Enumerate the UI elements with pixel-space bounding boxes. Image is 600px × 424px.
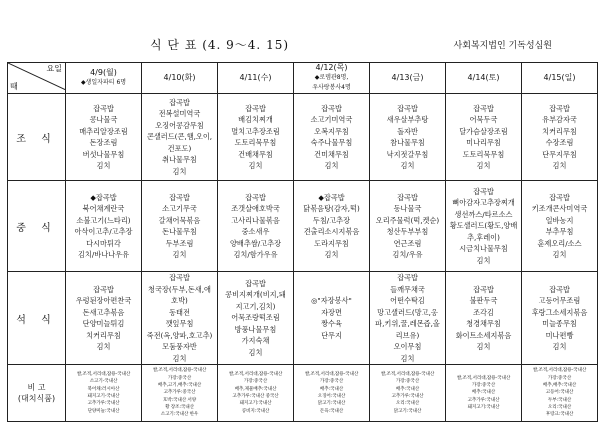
- origin-note: 가장:중국산: [319, 379, 344, 385]
- menu-item: 김치: [476, 161, 491, 170]
- day-event: 우사랑봉사4명: [312, 84, 351, 91]
- menu-item: 김치: [248, 347, 263, 357]
- origin-note: 배추,배추:국내산: [542, 382, 577, 388]
- day-label: 요일: [46, 64, 62, 73]
- menu-item: 오이무침: [393, 342, 422, 351]
- menu-item: 잡곡밥: [169, 192, 190, 202]
- menu-cell: [218, 272, 294, 365]
- notes-row: [8, 365, 598, 422]
- menu-item: 깻잎무침: [165, 319, 194, 328]
- menu-item: 참나물무침: [390, 138, 425, 147]
- menu-item: 청산두부부침: [386, 227, 429, 236]
- menu-item: 도라지무침: [314, 238, 349, 248]
- menu-item: 리브유): [395, 330, 420, 340]
- menu-item: 소고기미역국: [310, 115, 353, 124]
- day-date: 4/9(월): [90, 68, 117, 77]
- origin-note: 고등어:국내산: [545, 390, 574, 396]
- menu-item: 황도샐러드(황도,양배: [449, 221, 518, 231]
- menu-item: 시금치나물무침: [459, 244, 508, 254]
- menu-item: 두부조림: [165, 238, 194, 248]
- menu-item: 화이트소세지볶음: [455, 330, 512, 340]
- menu-item: ◎"자장봉사": [311, 296, 352, 305]
- menu-cell: [446, 94, 522, 181]
- organization-name: 사회복지법인 기독성심원: [453, 41, 552, 51]
- origin-note: 돼지고기-국내산: [87, 394, 120, 399]
- origin-note: 오리:국내산: [395, 401, 420, 407]
- menu-item: 아삭이고추/고추장: [74, 227, 133, 236]
- day-header: [66, 63, 142, 94]
- menu-item: 유부감자국: [542, 115, 577, 124]
- origin-note: 쌀,조적,서리대,잡용-국내산: [532, 368, 587, 374]
- meal-label: 중 식: [8, 181, 66, 272]
- menu-item: 어묵두국: [469, 115, 498, 124]
- menu-item: 배김치찌개: [238, 115, 273, 124]
- origin-note: 쌀,조적,서리대,잡용-국내산: [76, 371, 131, 377]
- menu-item: 돈장조림: [89, 138, 118, 147]
- menu-item: 호박): [171, 296, 188, 305]
- menu-item: 잡곡밥: [397, 192, 418, 202]
- origin-note: 고추가루:국내산: [87, 401, 120, 407]
- menu-item: 김치: [400, 161, 415, 170]
- menu-cell: [522, 181, 598, 272]
- menu-item: 동나물국: [393, 204, 422, 213]
- menu-cell: [370, 181, 446, 272]
- day-header: [294, 63, 370, 94]
- menu-item: 콩비지찌개(비지,돼: [225, 290, 286, 300]
- menu-item: 도토리묵무침: [462, 149, 505, 159]
- origin-note: 배추:국내산: [395, 386, 420, 392]
- origin-note: 오징어:국내산: [317, 394, 346, 399]
- menu-item: 달가슴살장조림: [459, 126, 508, 136]
- day-date: 4/15(일): [543, 73, 576, 82]
- menu-cell: [142, 94, 218, 181]
- menu-item: 잡곡밥: [321, 103, 342, 113]
- origin-note: 고추가루:국내산: [467, 397, 500, 403]
- menu-item: 콘샐러드(콘,햄,오이,: [146, 132, 213, 142]
- menu-item: 잡곡밥: [245, 103, 266, 113]
- menu-item: 미나편빵: [545, 330, 574, 340]
- menu-item: 죽전(옥,양파,호고추): [146, 330, 213, 340]
- origin-note: 후랑크:국내산: [545, 412, 574, 418]
- menu-item: 매추리알장조림: [79, 126, 128, 136]
- menu-item: 오징어콩감무침: [155, 120, 204, 130]
- menu-item: 잡곡밥: [397, 273, 418, 282]
- menu-item: 잡곡밥: [93, 284, 114, 294]
- menu-cell: [218, 181, 294, 272]
- menu-item: 부추무침: [545, 227, 574, 236]
- menu-item: 고등어무조림: [538, 296, 581, 305]
- origin-note: 배추,고기,배추:국내산: [157, 382, 202, 388]
- menu-item: 김치: [324, 161, 339, 170]
- menu-cell: [446, 272, 522, 365]
- menu-item: 건배채무침: [238, 149, 273, 159]
- origin-note: 닭고기:국내산: [393, 408, 422, 414]
- menu-cell: [522, 272, 598, 365]
- origin-note: 가장:중국산: [471, 382, 496, 388]
- meal-label: 석 식: [8, 272, 66, 365]
- menu-item: 키조개콘사미역국: [531, 204, 588, 213]
- origin-note-cell: [218, 365, 294, 422]
- meal-label: 때: [10, 82, 18, 91]
- menu-cell: [142, 181, 218, 272]
- menu-cell: [294, 181, 370, 272]
- menu-item: 청경채무침: [466, 319, 501, 328]
- origin-note: 배추,제물배추:국내산: [234, 386, 277, 392]
- menu-item: 불판두국: [469, 296, 498, 305]
- menu-cell: [294, 94, 370, 181]
- origin-note: 가장:중국산: [547, 375, 572, 381]
- day-date: 4/11(수): [239, 73, 272, 82]
- menu-item: 미나리무침: [466, 138, 501, 147]
- menu-item: 일바농지: [545, 215, 574, 225]
- origin-note: 배추:국내산: [471, 390, 496, 396]
- menu-cell: [142, 272, 218, 365]
- menu-cell: [66, 181, 142, 272]
- origin-note-cell: [522, 365, 598, 422]
- menu-cell: [446, 181, 522, 272]
- menu-item: 김치: [400, 353, 415, 363]
- menu-item: 잡곡밥: [549, 103, 570, 113]
- origin-note: 쌀,조적,서리대,잡용-국내산: [380, 371, 435, 377]
- menu-item: 북어채계란국: [82, 204, 125, 213]
- origin-note: 가장:중국산: [395, 379, 420, 385]
- origin-note: 쌀,조적,서리대,잡용-국내산: [228, 371, 283, 377]
- menu-item: 전복설미역국: [158, 109, 201, 119]
- menu-item: 지고기,김치): [235, 301, 276, 311]
- page-header: [0, 0, 600, 62]
- menu-item: 방풍나물무침: [234, 324, 277, 334]
- origin-note: 고추가루:국내산 중국산: [232, 394, 279, 399]
- origin-note-cell: [66, 365, 142, 422]
- menu-item: 돌자반: [397, 126, 418, 136]
- menu-item: 버섯나물무침: [82, 149, 125, 159]
- menu-item: 잡곡밥: [245, 278, 266, 288]
- menu-item: 건미채무침: [314, 149, 349, 159]
- menu-item: 중소새우: [241, 227, 270, 236]
- notes-label: [8, 365, 66, 422]
- menu-item: ◆잡곡밥: [90, 192, 117, 202]
- origin-note: 쌀,조적,서리대,잡용-국내산: [304, 371, 359, 377]
- menu-item: 김치: [248, 161, 263, 170]
- menu-item: 다시마튀각: [86, 238, 121, 248]
- menu-item: 양배추쌈/고추장: [229, 238, 282, 248]
- origin-note-cell: [142, 365, 218, 422]
- menu-item: 김치/우유: [392, 250, 423, 259]
- menu-item: 잡곡밥: [245, 192, 266, 202]
- origin-note-cell: [370, 365, 446, 422]
- menu-item: 짱수육: [321, 319, 342, 328]
- day-header-row: [8, 63, 598, 94]
- menu-item: 훈제오리/소스: [537, 238, 582, 248]
- origin-note: 돈육:국내산: [319, 408, 344, 414]
- menu-cell: [370, 94, 446, 181]
- day-date: 4/13(금): [391, 73, 424, 82]
- origin-note: 호박:국내산 서양: [162, 397, 197, 403]
- menu-item: 잡곡밥: [549, 284, 570, 294]
- menu-item: ◆잡곡밥: [318, 192, 345, 202]
- day-header: [522, 63, 598, 94]
- menu-item: 소불고기(느타리): [76, 215, 131, 225]
- menu-item: 도토리묵무침: [234, 138, 277, 147]
- menu-cell: [370, 272, 446, 365]
- origin-note-cell: [446, 365, 522, 422]
- menu-item: 치커리무침: [542, 126, 577, 136]
- menu-item: 단무지무침: [542, 149, 577, 159]
- menu-item: 조갯살애호박국: [231, 204, 280, 213]
- day-date: 4/14(토): [467, 73, 500, 82]
- menu-item: 우렁된장아편찬국: [75, 296, 132, 305]
- notes-label-text: 비 고: [27, 383, 46, 392]
- origin-note: 황 장조:국내산: [165, 405, 194, 411]
- origin-note: 고추가루:중국산: [163, 390, 196, 396]
- menu-item: 자장면: [321, 307, 342, 317]
- menu-item: 어떤수탁김: [390, 296, 425, 305]
- menu-item: 가지숙채: [241, 336, 270, 346]
- menu-item: 새우살부추탕: [386, 115, 429, 124]
- menu-item: 김치: [96, 342, 111, 351]
- menu-item: 잡곡밥: [397, 103, 418, 113]
- menu-item: 후랑그소세지볶음: [531, 307, 588, 317]
- menu-item: 연근조림: [393, 238, 422, 248]
- menu-item: 김치: [476, 255, 491, 265]
- menu-item: 들깨무채국: [390, 284, 425, 294]
- menu-item: 김치: [324, 250, 339, 259]
- origin-note: 쌀,조적,서리대,잡용-국내산: [152, 368, 207, 374]
- menu-item: 돈나물무침: [162, 227, 197, 236]
- menu-item: 김치: [172, 166, 187, 176]
- origin-note: 단양미늘:국내산: [87, 408, 120, 414]
- menu-item: 잡곡밥: [473, 103, 494, 113]
- origin-note: 오리:국내산: [547, 405, 572, 411]
- menu-item: 모둠풍자반: [162, 342, 197, 351]
- menu-item: 건포도): [167, 143, 192, 153]
- menu-item: 수장조림: [545, 138, 574, 147]
- origin-note: 돼지고기:국내산: [467, 405, 500, 411]
- origin-note: 고추가루:국내산: [391, 394, 424, 399]
- day-header: [142, 63, 218, 94]
- menu-item: 미늘종무침: [542, 319, 577, 328]
- menu-item: 김치: [552, 161, 567, 170]
- menu-item: 청국장(두부,돈새,애: [148, 284, 211, 294]
- origin-note: 배추:국내산: [319, 386, 344, 392]
- menu-cell: [66, 94, 142, 181]
- menu-item: 김치: [476, 342, 491, 351]
- menu-item: 오복지무침: [314, 126, 349, 136]
- day-event: ◆생일자파티 6명: [80, 79, 127, 86]
- menu-item: 김치: [172, 250, 187, 259]
- meal-row-dinner: [8, 272, 598, 365]
- menu-item: 소고기무국: [162, 204, 197, 213]
- weekly-menu-table: [7, 62, 598, 422]
- origin-note: 북어채:러시아산: [87, 386, 120, 392]
- menu-item: 김치: [552, 342, 567, 351]
- menu-item: 잡곡밥: [473, 284, 494, 294]
- menu-item: 단무지: [321, 330, 342, 340]
- menu-item: 김치: [172, 353, 187, 363]
- origin-note: 돼지고기:국내산: [239, 401, 272, 407]
- menu-item: 잡곡밥: [93, 103, 114, 113]
- menu-item: 낙지젓갈무침: [386, 149, 429, 159]
- origin-note: 소고기:국내산 한우: [160, 412, 199, 418]
- menu-item: 생선까스/타르소스: [454, 209, 513, 219]
- menu-item: 오리주물럭(떡,켓순): [375, 215, 440, 225]
- menu-cell: [294, 272, 370, 365]
- menu-item: 숙주나물무침: [310, 138, 353, 147]
- menu-item: 멸치고추장조림: [231, 126, 280, 136]
- menu-item: 김치: [96, 161, 111, 170]
- menu-item: 잡곡밥: [549, 192, 570, 202]
- menu-cell: [522, 94, 598, 181]
- menu-item: 김치/함가우유: [233, 250, 278, 259]
- page-title: 식 단 표 (4. 9～4. 15): [150, 38, 290, 52]
- menu-item: 잡곡밥: [169, 97, 190, 107]
- menu-item: 추,후레이): [467, 232, 500, 242]
- meal-row-lunch: [8, 181, 598, 272]
- menu-item: 닭볶음탕(감자,떡): [303, 204, 360, 213]
- menu-item: 파,키위,꿀,레몬즙,올: [375, 319, 440, 328]
- menu-cell: [66, 272, 142, 365]
- menu-item: 두침/고추장: [312, 215, 351, 225]
- origin-note: 가장:중국산: [167, 375, 192, 381]
- day-event: ◆로뎀관8명,: [314, 74, 349, 81]
- day-header: [370, 63, 446, 94]
- menu-cell: [218, 94, 294, 181]
- menu-item: 망고샐러드(망고,옹: [377, 307, 438, 317]
- origin-note-cell: [294, 365, 370, 422]
- menu-item: 김치: [552, 250, 567, 259]
- menu-item: 콩나물국: [89, 115, 118, 124]
- menu-item: 뼈아감자고추장찌개: [452, 198, 515, 208]
- origin-note: 콩비지:국내산: [241, 408, 270, 414]
- origin-note: 소고기-국내산: [89, 379, 118, 385]
- origin-note: 닭고기:국내산: [317, 401, 346, 407]
- meal-label: 조 식: [8, 94, 66, 181]
- day-header: [446, 63, 522, 94]
- menu-item: 고사리나물볶음: [231, 215, 280, 225]
- menu-item: 견출리소시지볶음: [303, 227, 360, 236]
- notes-label-sub: (대치식품): [17, 394, 56, 403]
- day-header: [218, 63, 294, 94]
- menu-item: 어묵조랑떡조림: [231, 313, 280, 323]
- menu-item: 잡곡밥: [473, 186, 494, 196]
- menu-item: 취나물무침: [162, 155, 197, 165]
- menu-item: 김치/바나나우유: [77, 250, 130, 259]
- day-date: 4/12(목): [315, 63, 348, 72]
- menu-item: 치커리무침: [86, 330, 121, 340]
- menu-item: 돈새고추볶음: [82, 307, 125, 317]
- menu-item: 조각김: [473, 307, 494, 317]
- meal-row-breakfast: [8, 94, 598, 181]
- corner-cell: [8, 63, 66, 94]
- day-date: 4/10(화): [163, 73, 196, 82]
- menu-item: 갈채어묵볶음: [158, 215, 201, 225]
- menu-item: 잡곡밥: [169, 273, 190, 282]
- origin-note: 가장:중국산: [243, 379, 268, 385]
- menu-item: 단양미늘튀김: [82, 319, 125, 328]
- origin-note: 쌀,조적,서리대,잡용-국내산: [456, 375, 511, 381]
- origin-note: 두부:국내산: [547, 397, 572, 403]
- menu-item: 동태전: [169, 307, 190, 317]
